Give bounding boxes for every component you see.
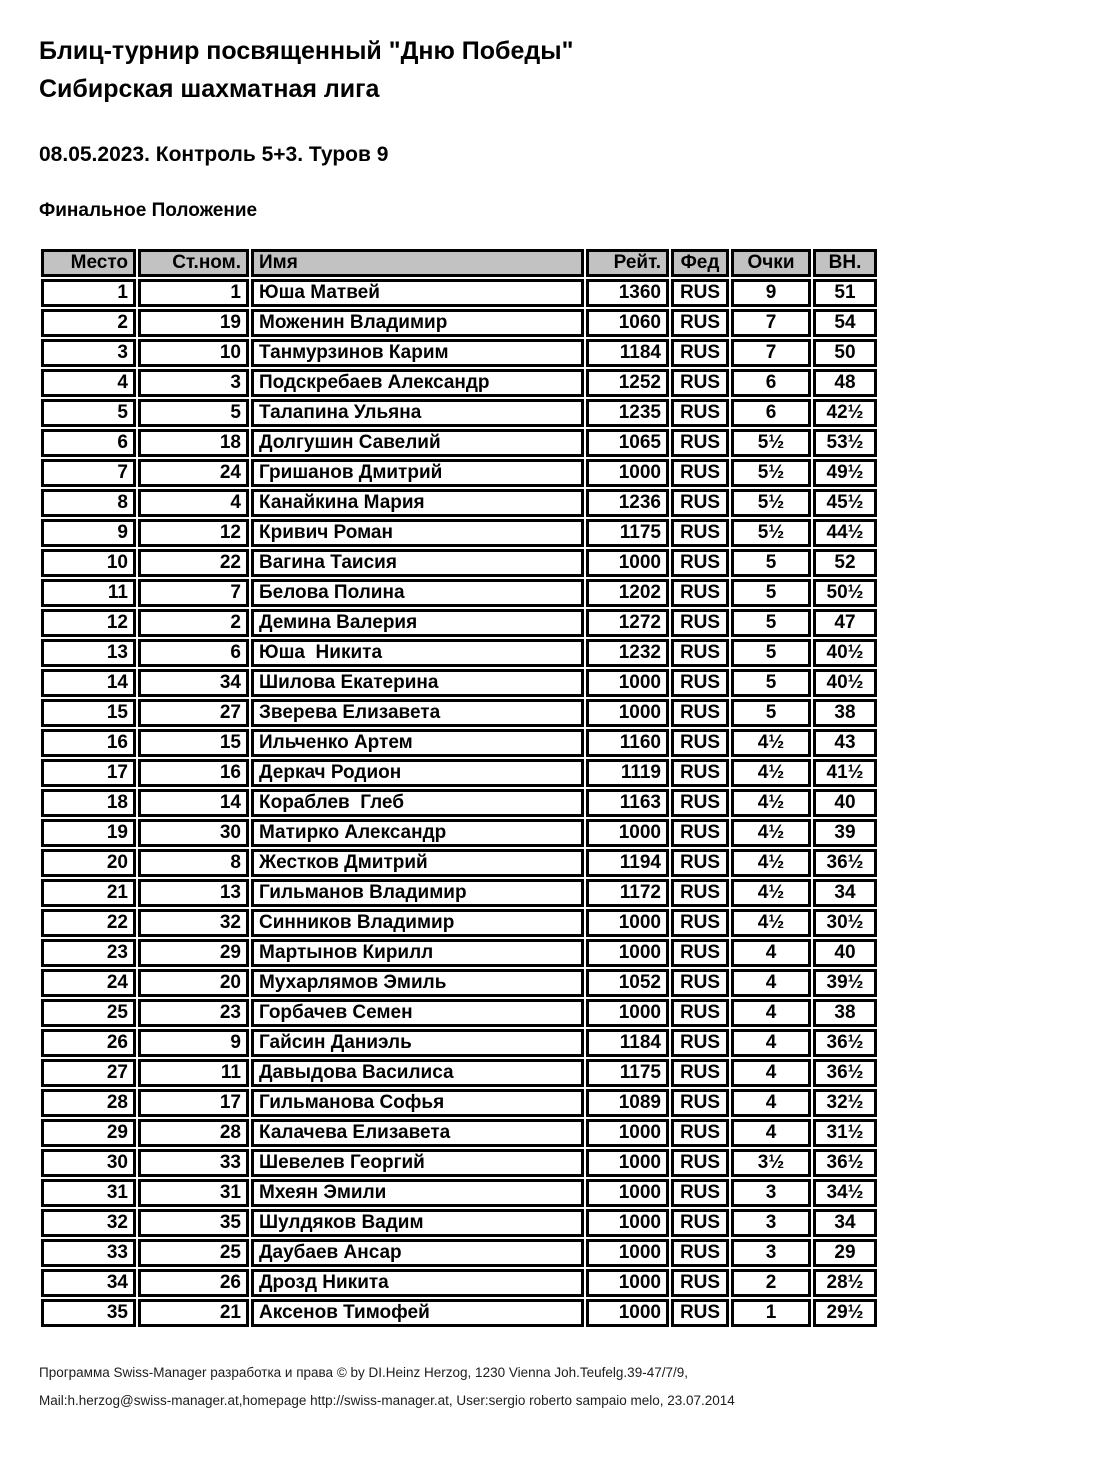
- cell-points: 2: [731, 1269, 811, 1297]
- cell-name: Гильманова Софья: [251, 1089, 584, 1117]
- cell-sno: 20: [138, 969, 249, 997]
- cell-tb: 41½: [813, 759, 877, 787]
- cell-rating: 1236: [586, 489, 669, 517]
- cell-place: 26: [41, 1029, 136, 1057]
- cell-name: Давыдова Василиса: [251, 1059, 584, 1087]
- cell-place: 35: [41, 1299, 136, 1327]
- cell-tb: 40: [813, 789, 877, 817]
- cell-points: 4½: [731, 729, 811, 757]
- table-row: [41, 1269, 877, 1297]
- cell-place: 7: [41, 459, 136, 487]
- cell-rating: 1000: [586, 549, 669, 577]
- cell-name: Калачева Елизавета: [251, 1119, 584, 1147]
- cell-name: Талапина Ульяна: [251, 399, 584, 427]
- table-row: [41, 999, 877, 1027]
- cell-fed: RUS: [671, 1059, 729, 1087]
- cell-place: 10: [41, 549, 136, 577]
- cell-sno: 19: [138, 309, 249, 337]
- table-row: [41, 429, 877, 457]
- cell-name: Шилова Екатерина: [251, 669, 584, 697]
- cell-sno: 14: [138, 789, 249, 817]
- cell-sno: 30: [138, 819, 249, 847]
- cell-points: 4½: [731, 759, 811, 787]
- cell-sno: 16: [138, 759, 249, 787]
- cell-tb: 43: [813, 729, 877, 757]
- cell-tb: 29: [813, 1239, 877, 1267]
- cell-rating: 1000: [586, 1269, 669, 1297]
- cell-name: Жестков Дмитрий: [251, 849, 584, 877]
- cell-fed: RUS: [671, 429, 729, 457]
- cell-sno: 2: [138, 609, 249, 637]
- table-row: [41, 1149, 877, 1177]
- cell-rating: 1175: [586, 519, 669, 547]
- cell-name: Юша Матвей: [251, 279, 584, 307]
- cell-name: Подскребаев Александр: [251, 369, 584, 397]
- cell-tb: 38: [813, 699, 877, 727]
- cell-fed: RUS: [671, 579, 729, 607]
- cell-sno: 26: [138, 1269, 249, 1297]
- table-row: [41, 1089, 877, 1117]
- standings-table: [39, 247, 879, 1329]
- cell-points: 4: [731, 1029, 811, 1057]
- cell-place: 2: [41, 309, 136, 337]
- cell-name: Гришанов Дмитрий: [251, 459, 584, 487]
- column-header-rating: Рейт.: [586, 249, 669, 277]
- cell-sno: 23: [138, 999, 249, 1027]
- cell-fed: RUS: [671, 309, 729, 337]
- cell-fed: RUS: [671, 549, 729, 577]
- cell-name: Моженин Владимир: [251, 309, 584, 337]
- cell-sno: 35: [138, 1209, 249, 1237]
- cell-tb: 28½: [813, 1269, 877, 1297]
- table-row: [41, 669, 877, 697]
- cell-fed: RUS: [671, 969, 729, 997]
- table-row: [41, 609, 877, 637]
- table-row: [41, 729, 877, 757]
- cell-fed: RUS: [671, 849, 729, 877]
- cell-points: 4: [731, 939, 811, 967]
- cell-rating: 1272: [586, 609, 669, 637]
- cell-fed: RUS: [671, 699, 729, 727]
- cell-place: 30: [41, 1149, 136, 1177]
- cell-points: 9: [731, 279, 811, 307]
- cell-place: 20: [41, 849, 136, 877]
- cell-points: 5: [731, 549, 811, 577]
- cell-name: Кривич Роман: [251, 519, 584, 547]
- cell-name: Аксенов Тимофей: [251, 1299, 584, 1327]
- cell-place: 32: [41, 1209, 136, 1237]
- cell-sno: 11: [138, 1059, 249, 1087]
- column-header-place: Место: [41, 249, 136, 277]
- cell-points: 5½: [731, 519, 811, 547]
- cell-rating: 1235: [586, 399, 669, 427]
- cell-rating: 1000: [586, 999, 669, 1027]
- table-row: [41, 549, 877, 577]
- cell-place: 23: [41, 939, 136, 967]
- cell-fed: RUS: [671, 879, 729, 907]
- cell-rating: 1000: [586, 459, 669, 487]
- cell-rating: 1184: [586, 339, 669, 367]
- cell-tb: 44½: [813, 519, 877, 547]
- cell-name: Зверева Елизавета: [251, 699, 584, 727]
- cell-sno: 34: [138, 669, 249, 697]
- cell-fed: RUS: [671, 489, 729, 517]
- table-row: [41, 279, 877, 307]
- cell-rating: 1052: [586, 969, 669, 997]
- cell-rating: 1000: [586, 1179, 669, 1207]
- cell-sno: 18: [138, 429, 249, 457]
- cell-name: Мартынов Кирилл: [251, 939, 584, 967]
- cell-place: 28: [41, 1089, 136, 1117]
- cell-name: Канайкина Мария: [251, 489, 584, 517]
- cell-name: Матирко Александр: [251, 819, 584, 847]
- table-row: [41, 789, 877, 817]
- cell-fed: RUS: [671, 1269, 729, 1297]
- cell-sno: 17: [138, 1089, 249, 1117]
- cell-fed: RUS: [671, 1209, 729, 1237]
- cell-tb: 53½: [813, 429, 877, 457]
- cell-sno: 9: [138, 1029, 249, 1057]
- cell-fed: RUS: [671, 669, 729, 697]
- cell-points: 4½: [731, 849, 811, 877]
- table-row: [41, 1029, 877, 1057]
- cell-points: 4: [731, 1089, 811, 1117]
- cell-place: 21: [41, 879, 136, 907]
- cell-rating: 1232: [586, 639, 669, 667]
- cell-fed: RUS: [671, 279, 729, 307]
- table-row: [41, 909, 877, 937]
- cell-points: 4½: [731, 819, 811, 847]
- cell-sno: 7: [138, 579, 249, 607]
- table-header-row: [41, 249, 877, 277]
- table-row: [41, 939, 877, 967]
- cell-tb: 39: [813, 819, 877, 847]
- cell-place: 18: [41, 789, 136, 817]
- cell-rating: 1000: [586, 939, 669, 967]
- cell-name: Ильченко Артем: [251, 729, 584, 757]
- event-info: 08.05.2023. Контроль 5+3. Туров 9: [39, 143, 389, 166]
- cell-rating: 1360: [586, 279, 669, 307]
- cell-rating: 1252: [586, 369, 669, 397]
- cell-sno: 25: [138, 1239, 249, 1267]
- cell-name: Кораблев Глеб: [251, 789, 584, 817]
- column-header-sno: Ст.ном.: [138, 249, 249, 277]
- cell-place: 5: [41, 399, 136, 427]
- table-row: [41, 1299, 877, 1327]
- table-row: [41, 819, 877, 847]
- cell-tb: 34: [813, 1209, 877, 1237]
- cell-rating: 1119: [586, 759, 669, 787]
- cell-rating: 1000: [586, 909, 669, 937]
- table-row: [41, 1209, 877, 1237]
- cell-name: Долгушин Савелий: [251, 429, 584, 457]
- cell-sno: 29: [138, 939, 249, 967]
- cell-name: Гильманов Владимир: [251, 879, 584, 907]
- table-row: [41, 309, 877, 337]
- cell-points: 7: [731, 309, 811, 337]
- table-row: [41, 339, 877, 367]
- footer-line-1: Программа Swiss-Manager разработка и права © by DI.Heinz Herzog, 1230 Vienna Joh.Teufelg.39-47/7/9,: [39, 1365, 688, 1380]
- cell-fed: RUS: [671, 1029, 729, 1057]
- column-header-tb: ВН.: [813, 249, 877, 277]
- cell-name: Деркач Родион: [251, 759, 584, 787]
- document-footer: [39, 1359, 1055, 1415]
- cell-name: Синников Владимир: [251, 909, 584, 937]
- cell-name: Мхеян Эмили: [251, 1179, 584, 1207]
- cell-rating: 1065: [586, 429, 669, 457]
- cell-name: Гайсин Даниэль: [251, 1029, 584, 1057]
- table-row: [41, 489, 877, 517]
- table-row: [41, 369, 877, 397]
- table-row: [41, 879, 877, 907]
- cell-tb: 51: [813, 279, 877, 307]
- cell-points: 5½: [731, 429, 811, 457]
- table-row: [41, 1059, 877, 1087]
- cell-points: 7: [731, 339, 811, 367]
- cell-place: 31: [41, 1179, 136, 1207]
- cell-points: 5: [731, 579, 811, 607]
- column-header-points: Очки: [731, 249, 811, 277]
- cell-fed: RUS: [671, 729, 729, 757]
- cell-sno: 33: [138, 1149, 249, 1177]
- cell-sno: 28: [138, 1119, 249, 1147]
- cell-points: 3: [731, 1239, 811, 1267]
- cell-place: 15: [41, 699, 136, 727]
- table-row: [41, 969, 877, 997]
- cell-tb: 54: [813, 309, 877, 337]
- cell-tb: 40: [813, 939, 877, 967]
- cell-tb: 40½: [813, 639, 877, 667]
- cell-points: 4: [731, 969, 811, 997]
- cell-fed: RUS: [671, 609, 729, 637]
- cell-points: 5: [731, 669, 811, 697]
- cell-sno: 32: [138, 909, 249, 937]
- cell-name: Мухарлямов Эмиль: [251, 969, 584, 997]
- cell-points: 5: [731, 699, 811, 727]
- cell-points: 3½: [731, 1149, 811, 1177]
- cell-tb: 31½: [813, 1119, 877, 1147]
- cell-name: Демина Валерия: [251, 609, 584, 637]
- cell-tb: 30½: [813, 909, 877, 937]
- cell-fed: RUS: [671, 339, 729, 367]
- cell-tb: 36½: [813, 1059, 877, 1087]
- cell-rating: 1000: [586, 1119, 669, 1147]
- cell-sno: 15: [138, 729, 249, 757]
- cell-fed: RUS: [671, 999, 729, 1027]
- cell-points: 6: [731, 369, 811, 397]
- cell-rating: 1000: [586, 1239, 669, 1267]
- cell-sno: 5: [138, 399, 249, 427]
- table-row: [41, 1119, 877, 1147]
- cell-sno: 8: [138, 849, 249, 877]
- cell-fed: RUS: [671, 369, 729, 397]
- cell-place: 8: [41, 489, 136, 517]
- standings-tbody: [41, 279, 877, 1327]
- cell-rating: 1000: [586, 1299, 669, 1327]
- cell-points: 3: [731, 1179, 811, 1207]
- cell-fed: RUS: [671, 459, 729, 487]
- cell-fed: RUS: [671, 1179, 729, 1207]
- cell-points: 5: [731, 639, 811, 667]
- cell-tb: 34: [813, 879, 877, 907]
- cell-fed: RUS: [671, 1239, 729, 1267]
- cell-points: 3: [731, 1209, 811, 1237]
- cell-points: 4½: [731, 789, 811, 817]
- cell-rating: 1172: [586, 879, 669, 907]
- cell-tb: 47: [813, 609, 877, 637]
- table-row: [41, 1239, 877, 1267]
- document-title: [39, 32, 1055, 108]
- cell-tb: 32½: [813, 1089, 877, 1117]
- column-header-fed: Фед: [671, 249, 729, 277]
- table-row: [41, 459, 877, 487]
- cell-fed: RUS: [671, 819, 729, 847]
- cell-rating: 1163: [586, 789, 669, 817]
- cell-sno: 21: [138, 1299, 249, 1327]
- cell-place: 3: [41, 339, 136, 367]
- cell-place: 13: [41, 639, 136, 667]
- cell-tb: 39½: [813, 969, 877, 997]
- cell-tb: 36½: [813, 1149, 877, 1177]
- cell-tb: 42½: [813, 399, 877, 427]
- cell-fed: RUS: [671, 1299, 729, 1327]
- cell-name: Белова Полина: [251, 579, 584, 607]
- cell-place: 29: [41, 1119, 136, 1147]
- cell-rating: 1000: [586, 819, 669, 847]
- cell-rating: 1000: [586, 669, 669, 697]
- cell-fed: RUS: [671, 399, 729, 427]
- cell-name: Юша Никита: [251, 639, 584, 667]
- cell-rating: 1000: [586, 1209, 669, 1237]
- cell-tb: 40½: [813, 669, 877, 697]
- cell-rating: 1184: [586, 1029, 669, 1057]
- cell-place: 12: [41, 609, 136, 637]
- cell-sno: 12: [138, 519, 249, 547]
- cell-place: 9: [41, 519, 136, 547]
- cell-rating: 1175: [586, 1059, 669, 1087]
- table-row: [41, 579, 877, 607]
- cell-place: 22: [41, 909, 136, 937]
- cell-points: 4½: [731, 879, 811, 907]
- cell-fed: RUS: [671, 519, 729, 547]
- cell-points: 6: [731, 399, 811, 427]
- cell-fed: RUS: [671, 909, 729, 937]
- cell-fed: RUS: [671, 1149, 729, 1177]
- cell-fed: RUS: [671, 1119, 729, 1147]
- cell-fed: RUS: [671, 939, 729, 967]
- cell-sno: 3: [138, 369, 249, 397]
- cell-place: 25: [41, 999, 136, 1027]
- cell-name: Танмурзинов Карим: [251, 339, 584, 367]
- cell-points: 1: [731, 1299, 811, 1327]
- cell-place: 34: [41, 1269, 136, 1297]
- cell-fed: RUS: [671, 789, 729, 817]
- column-header-name: Имя: [251, 249, 584, 277]
- cell-name: Даубаев Ансар: [251, 1239, 584, 1267]
- cell-sno: 31: [138, 1179, 249, 1207]
- cell-place: 14: [41, 669, 136, 697]
- cell-points: 4: [731, 999, 811, 1027]
- cell-sno: 24: [138, 459, 249, 487]
- table-row: [41, 519, 877, 547]
- title-line-2: Сибирская шахматная лига: [39, 75, 380, 103]
- title-line-1: Блиц-турнир посвященный "Дню Победы": [39, 37, 574, 65]
- cell-place: 27: [41, 1059, 136, 1087]
- cell-name: Шулдяков Вадим: [251, 1209, 584, 1237]
- cell-name: Дрозд Никита: [251, 1269, 584, 1297]
- footer-line-2: Mail:h.herzog@swiss-manager.at,homepage http://swiss-manager.at, User:sergio roberto sampaio melo, 23.07.2014: [39, 1393, 735, 1408]
- cell-rating: 1160: [586, 729, 669, 757]
- section-title: Финальное Положение: [39, 200, 258, 221]
- cell-tb: 50: [813, 339, 877, 367]
- cell-sno: 13: [138, 879, 249, 907]
- cell-place: 4: [41, 369, 136, 397]
- table-row: [41, 759, 877, 787]
- cell-fed: RUS: [671, 1089, 729, 1117]
- cell-rating: 1000: [586, 1149, 669, 1177]
- cell-tb: 36½: [813, 849, 877, 877]
- table-row: [41, 399, 877, 427]
- table-row: [41, 639, 877, 667]
- cell-place: 24: [41, 969, 136, 997]
- cell-place: 16: [41, 729, 136, 757]
- cell-rating: 1060: [586, 309, 669, 337]
- cell-sno: 1: [138, 279, 249, 307]
- table-row: [41, 699, 877, 727]
- cell-place: 1: [41, 279, 136, 307]
- cell-place: 6: [41, 429, 136, 457]
- cell-fed: RUS: [671, 639, 729, 667]
- cell-points: 4: [731, 1059, 811, 1087]
- cell-rating: 1202: [586, 579, 669, 607]
- cell-rating: 1000: [586, 699, 669, 727]
- cell-tb: 45½: [813, 489, 877, 517]
- cell-tb: 49½: [813, 459, 877, 487]
- cell-points: 5½: [731, 489, 811, 517]
- cell-rating: 1194: [586, 849, 669, 877]
- table-row: [41, 849, 877, 877]
- cell-place: 19: [41, 819, 136, 847]
- cell-sno: 27: [138, 699, 249, 727]
- cell-tb: 52: [813, 549, 877, 577]
- cell-points: 5½: [731, 459, 811, 487]
- cell-rating: 1089: [586, 1089, 669, 1117]
- cell-fed: RUS: [671, 759, 729, 787]
- cell-place: 11: [41, 579, 136, 607]
- cell-tb: 29½: [813, 1299, 877, 1327]
- cell-place: 17: [41, 759, 136, 787]
- table-row: [41, 1179, 877, 1207]
- cell-sno: 4: [138, 489, 249, 517]
- cell-name: Шевелев Георгий: [251, 1149, 584, 1177]
- cell-tb: 34½: [813, 1179, 877, 1207]
- cell-points: 4½: [731, 909, 811, 937]
- cell-sno: 22: [138, 549, 249, 577]
- cell-name: Вагина Таисия: [251, 549, 584, 577]
- cell-points: 4: [731, 1119, 811, 1147]
- cell-name: Горбачев Семен: [251, 999, 584, 1027]
- cell-tb: 50½: [813, 579, 877, 607]
- cell-place: 33: [41, 1239, 136, 1267]
- cell-sno: 10: [138, 339, 249, 367]
- cell-sno: 6: [138, 639, 249, 667]
- cell-tb: 48: [813, 369, 877, 397]
- cell-points: 5: [731, 609, 811, 637]
- cell-tb: 36½: [813, 1029, 877, 1057]
- cell-tb: 38: [813, 999, 877, 1027]
